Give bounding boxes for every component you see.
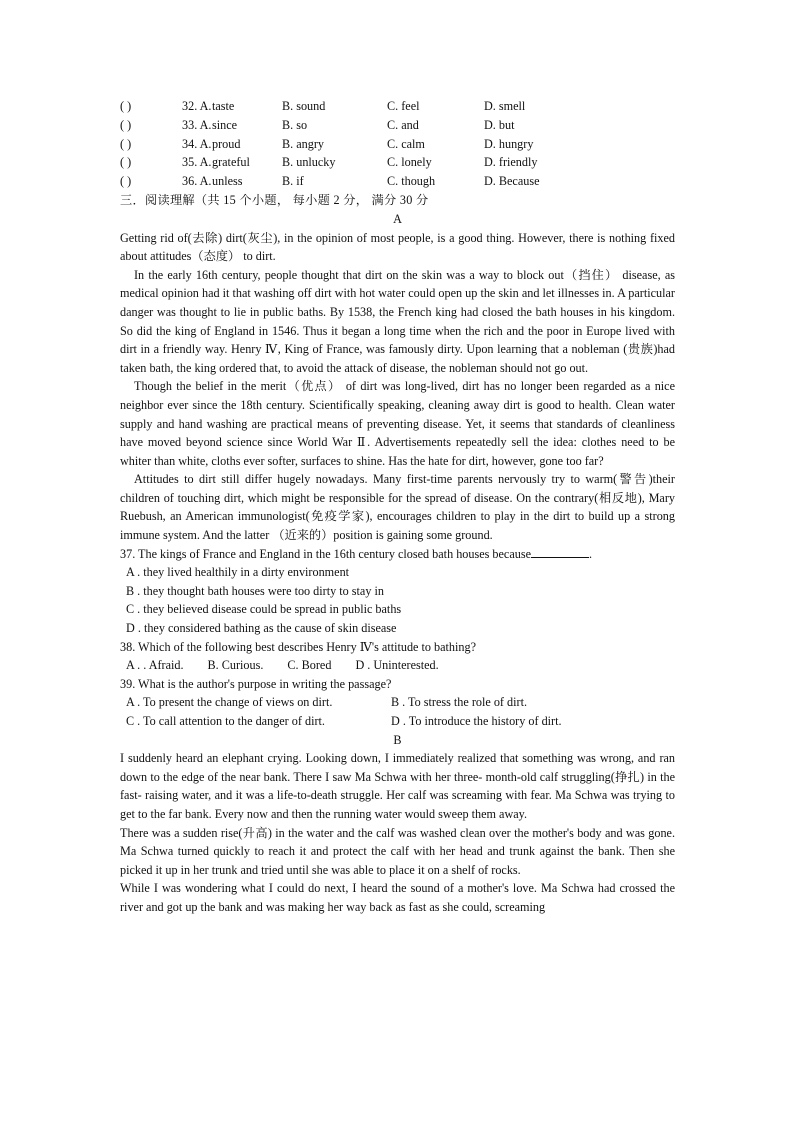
question-38-choice-c[interactable]: C. Bored	[287, 658, 332, 673]
question-37-choice-a[interactable]: A . they lived healthily in a dirty environment	[126, 565, 350, 580]
option-d[interactable]: D. friendly	[484, 155, 538, 170]
option-d[interactable]: D. smell	[484, 99, 526, 113]
option-row-36	[120, 172, 675, 191]
question-39-choice-c[interactable]: C . To call attention to the danger of dirt.	[126, 714, 325, 729]
section-heading: 三．阅读理解（共 15 个小题， 每小题 2 分， 满分 30 分	[120, 192, 429, 207]
question-37-end: .	[589, 546, 593, 561]
passage-a-paragraph-2: In the early 16th century, people thought that dirt on the skin was a way to block out（挡住） disease, as medical opinion had it that washing off dirt with hot water could open up the skin and let illnesses in. A particular danger was thought to lie in public baths. By 1538, the French king had closed the bath houses in his kingdom. So did the king of England in 1546. Thus it began a long time when the rich and the poor in Europe lived with dirt in a friendly way. Henry Ⅳ, King of France, was famously dirty. Upon learning that a nobleman (贵族)had taken bath, the king ordered that, to avoid the attack of disease, the nobleman should not go out.	[120, 267, 675, 375]
option-c[interactable]: C. feel	[387, 99, 420, 113]
option-row-34	[120, 135, 675, 154]
answer-blank[interactable]	[531, 545, 589, 558]
answer-parentheses[interactable]: ( )	[120, 136, 132, 151]
option-b[interactable]: B. sound	[282, 99, 326, 113]
passage-a-paragraph-1: Getting rid of(去除) dirt(灰尘), in the opinion of most people, is a good thing. However, there is nothing fixed about attitudes（态度） to dirt.	[120, 230, 675, 264]
passage-b-paragraph-2: There was a sudden rise(升高) in the water and the calf was washed clean over the mother's body and was gone. Ma Schwa turned quickly to reach it and protect the calf with her head and trunk against the bank. Then she picked it up in her trunk and tried until she was able to place it on a shelf of rocks.	[120, 825, 675, 877]
option-row-33	[120, 116, 675, 135]
passage-a-label: A	[393, 211, 402, 226]
option-a[interactable]: grateful	[212, 155, 250, 170]
option-row-32	[120, 97, 675, 116]
option-row-35	[120, 153, 675, 172]
answer-parentheses[interactable]: ( )	[120, 174, 132, 189]
option-c[interactable]: C. and	[387, 117, 419, 132]
question-38-stem: 38. Which of the following best describes Henry Ⅳ's attitude to bathing?	[120, 639, 476, 654]
passage-a-paragraph-4: Attitudes to dirt still differ hugely nowadays. Many first-time parents nervously try to warm(警告)their children of touching dirt, which might be responsible for the spread of disease. On the contrary(相反地), Mary Ruebush, an American immunologist(免疫学家), encourages children to play in the dirt to build up a strong immune system. And the latter （近来的）position is gaining some ground.	[120, 472, 675, 543]
option-a[interactable]: unless	[212, 174, 243, 189]
option-a[interactable]: taste	[212, 99, 235, 113]
question-number: 33. A.	[182, 117, 212, 132]
question-37-choice-d[interactable]: D . they considered bathing as the cause of skin disease	[126, 621, 397, 636]
question-38-choice-b[interactable]: B. Curious.	[207, 658, 264, 673]
answer-parentheses[interactable]: ( )	[120, 117, 132, 132]
option-a[interactable]: since	[212, 117, 238, 132]
question-39-choices-cd	[120, 712, 675, 731]
passage-a-paragraph-3: Though the belief in the merit（优点） of dirt was long-lived, dirt has no longer been regarded as a nice neighbor ever since the 18th century. Scientifically speaking, cleaning away dirt is good to health. Clean water supply and hand washing are practical means of preventing disease. Yet, it seems that standards of cleanliness have moved beyond science since World War Ⅱ. Advertisements repeatedly sell the idea: clothes need to be whiter than white, cloths ever softer, surfaces to shine. Has the hate for dirt, however, gone too far?	[120, 379, 675, 468]
option-c[interactable]: C. calm	[387, 136, 425, 151]
option-c[interactable]: C. lonely	[387, 155, 432, 170]
passage-b-label: B	[393, 732, 402, 747]
cloze-options	[120, 97, 675, 191]
option-a[interactable]: proud	[212, 136, 241, 151]
question-37-choice-c[interactable]: C . they believed disease could be spread in public baths	[126, 602, 402, 617]
question-39-choice-a[interactable]: A . To present the change of views on dirt.	[126, 695, 333, 710]
option-d[interactable]: D. but	[484, 117, 515, 132]
passage-b-paragraph-1: I suddenly heard an elephant crying. Looking down, I immediately realized that something was wrong, and ran down to the edge of the near bank. There I saw Ma Schwa with her three- month-old calf struggling(挣扎) in the fast- raising water, and it was a life-to-death struggle. Her calf was screaming with fear. Ma Schwa was trying to get to the far bank. Every now and then the running water would sweep them away.	[120, 751, 675, 821]
option-b[interactable]: B. if	[282, 174, 304, 189]
question-number: 34. A.	[182, 136, 212, 151]
exam-page	[120, 97, 675, 917]
question-37-choice-b[interactable]: B . they thought bath houses were too dirty to stay in	[126, 583, 384, 598]
option-b[interactable]: B. unlucky	[282, 155, 336, 170]
question-number: 35. A.	[182, 155, 212, 170]
question-37	[120, 545, 675, 564]
question-38-choices	[120, 656, 675, 675]
passage-b-paragraph-3: While I was wondering what I could do next, I heard the sound of a mother's love. Ma Schwa had crossed the river and got up the bank and was making her way back as fast as she could, screaming	[120, 881, 675, 914]
option-b[interactable]: B. angry	[282, 136, 324, 151]
question-37-stem: 37. The kings of France and England in the 16th century closed bath houses because	[120, 546, 531, 561]
option-b[interactable]: B. so	[282, 117, 308, 132]
question-39-stem: 39. What is the author's purpose in writing the passage?	[120, 676, 392, 691]
question-38-choice-d[interactable]: D . Uninterested.	[355, 658, 439, 673]
question-39-choice-d[interactable]: D . To introduce the history of dirt.	[391, 714, 562, 729]
question-number: 36. A.	[182, 174, 212, 189]
question-38-choice-a[interactable]: A . . Afraid.	[126, 658, 184, 673]
answer-parentheses[interactable]: ( )	[120, 99, 132, 113]
question-39-choice-b[interactable]: B . To stress the role of dirt.	[391, 695, 528, 710]
question-39-choices-ab	[120, 693, 675, 712]
option-d[interactable]: D. hungry	[484, 136, 534, 151]
question-number: 32. A.	[182, 99, 212, 113]
answer-parentheses[interactable]: ( )	[120, 155, 132, 170]
option-d[interactable]: D. Because	[484, 174, 540, 189]
option-c[interactable]: C. though	[387, 174, 436, 189]
